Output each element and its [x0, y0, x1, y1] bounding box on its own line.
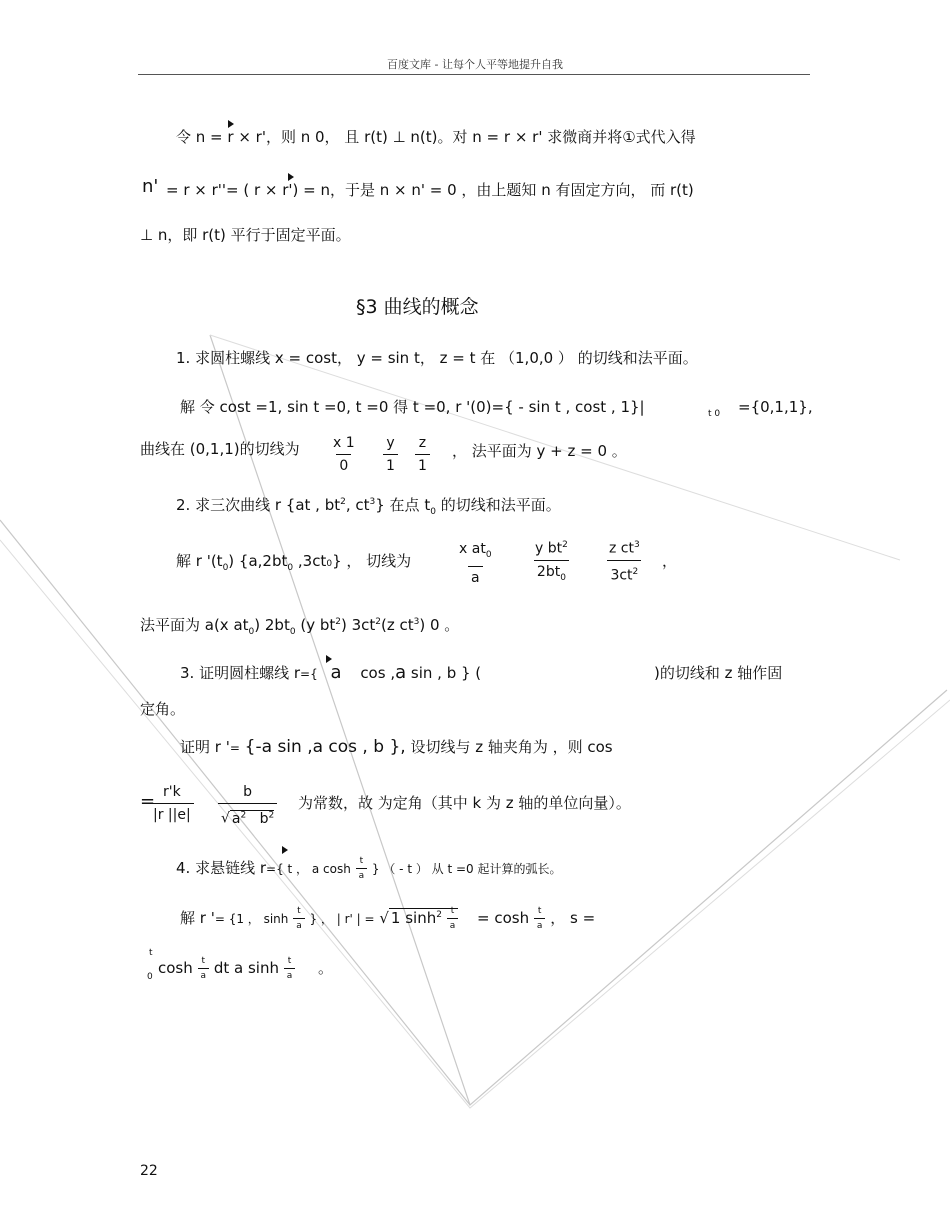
- fraction-tangent-x: $\frac{x at_0}{a}$: [459, 541, 492, 586]
- problem-3-question-end: )的切线和 z 轴作固: [654, 664, 783, 682]
- problem-1-solution-line-1-end: ={0,1,1},: [738, 398, 813, 416]
- page-number: 22: [140, 1163, 158, 1179]
- problem-1-tangent-label: 曲线在 (0,1,1)的切线为: [140, 440, 300, 458]
- problem-4-question: 4. 求悬链线 r={ t ， a cosh $\frac{t}{a}$ } （ - t ） 从 t =0 起计算的弧长。: [176, 856, 562, 881]
- vector-arrow-mark: [228, 120, 234, 128]
- fraction-tangent-z: $\frac{z ct^3}{3ct^2}$: [609, 540, 640, 584]
- vector-arrow-mark: [326, 655, 332, 663]
- problem-3-equals: =: [140, 791, 156, 812]
- header-rule: [138, 74, 810, 75]
- vector-arrow-mark: [288, 173, 294, 181]
- intro-line-1: 令 n = r × r'，则 n 0， 且 r(t) ⊥ n(t)。对 n = r × r' 求微商并将①式代入得: [176, 128, 696, 146]
- integral-upper-limit: t: [149, 948, 153, 958]
- section-title: §3 曲线的概念: [356, 296, 479, 318]
- problem-1-subscript: t 0: [708, 409, 721, 419]
- fraction-rk: $\frac{r'k}{|r ||e|}$: [150, 783, 194, 824]
- problem-2-comma: ，: [662, 552, 678, 570]
- problem-2-solution-line-1: 解 r '$(t_0)$ {$a,2bt_0$ ,3ct0} ， 切线为: [176, 552, 412, 573]
- fraction-y: $\frac{y}{1}$: [383, 434, 398, 475]
- fraction-z: $\frac{z}{1}$: [415, 434, 430, 475]
- problem-1-normal-plane: ， 法平面为 y + z = 0 。: [452, 442, 627, 460]
- problem-1-question: 1. 求圆柱螺线 x = cost， y = sin t， z = t 在 （1,0,0 ） 的切线和法平面。: [176, 349, 698, 367]
- intro-line-2-b: = r × r''= ( r × r') = n，于是 n × n' = 0 ，由上题知 n 有固定方向， 而 r(t): [166, 181, 694, 199]
- intro-line-3: ⊥ n，即 r(t) 平行于固定平面。: [140, 226, 351, 244]
- problem-3-proof-line-1: 证明 r '= {-a sin ,a cos , b }, 设切线与 z 轴夹角为 ，则 cos: [180, 737, 613, 757]
- problem-4-solution-line-1: 解 r '= {1 ， sinh $\frac{t}{a}$ } ， | r' | = √ 1 $\sinh^2$ $\frac{t}{a}$ = cosh $\frac{t}{a}$ ， s =: [180, 906, 596, 931]
- problem-4-arc-length: cosh $\frac{t}{a}$ dt a sinh $\frac{t}{a}$ 。: [158, 956, 334, 981]
- problem-2-normal-plane: 法平面为 a(x $at_0$) $2bt_0$ (y $bt^2$) $3ct^2(z$ $ct^3$) 0 。: [140, 616, 460, 637]
- fraction-t-over-a: $\frac{t}{a}$: [356, 856, 368, 881]
- problem-1-solution-line-1: 解 令 cost =1, sin t =0, t =0 得 t =0, r '(0)={ - sin t , cost , 1}|: [180, 398, 645, 416]
- fraction-x: $\frac{x 1}{0}$: [333, 435, 355, 474]
- integral-lower-limit: 0: [147, 972, 153, 982]
- problem-3-question-line-2: 定角。: [140, 700, 186, 718]
- fraction-tangent-y: $\frac{y bt^2}{2bt_0}$: [532, 536, 571, 586]
- page-header: 百度文库 - 让每个人平等地提升自我: [387, 58, 563, 71]
- problem-3-question: 3. 证明圆柱螺线 r={ a cos ,a sin , b } (: [180, 662, 482, 683]
- fraction-b-over-sqrt: $\frac{b}{√ a^2 b^2}$: [218, 783, 277, 828]
- intro-line-2-a: n': [142, 176, 159, 197]
- problem-3-conclusion: 为常数，故 为定角（其中 k 为 z 轴的单位向量）。: [298, 794, 631, 812]
- problem-2-question: 2. 求三次曲线 r {at , $bt^2$, $ct^3$} 在点 $t_0$ 的切线和法平面。: [176, 496, 561, 517]
- vector-arrow-mark: [282, 846, 288, 854]
